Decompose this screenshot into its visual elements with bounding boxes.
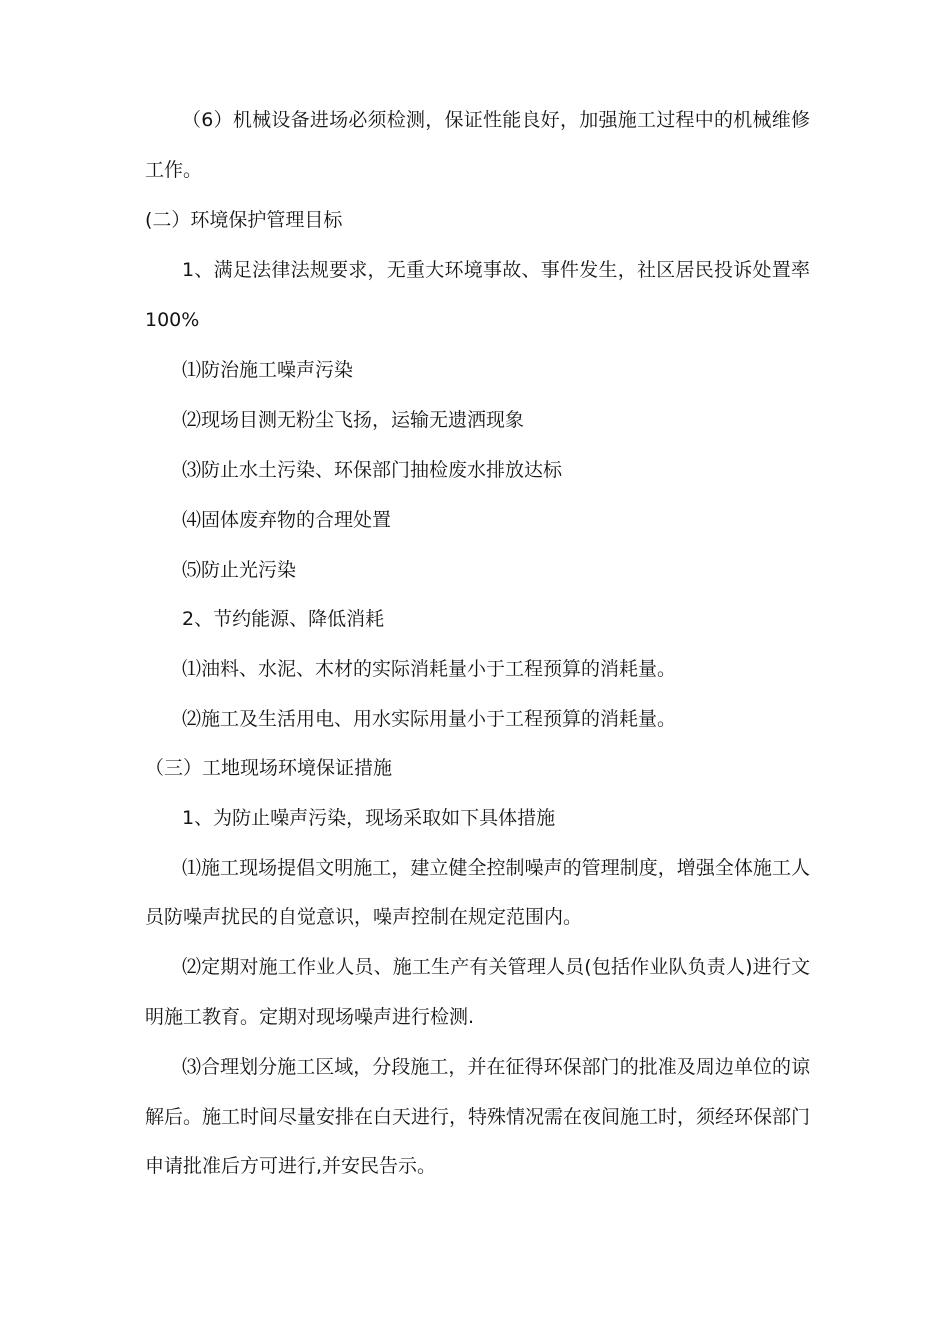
section-heading: （三）工地现场环境保证措施 (145, 757, 393, 779)
section-heading: (二）环境保护管理目标 (145, 209, 343, 231)
paragraph-line: 申请批准后方可进行,并安民告示。 (145, 1155, 437, 1177)
paragraph-line: 解后。施工时间尽量安排在白天进行，特殊情况需在夜间施工时，须经环保部门 (145, 1106, 811, 1128)
paragraph-line: （6）机械设备进场必须检测，保证性能良好，加强施工过程中的机械维修 (182, 109, 810, 131)
list-item: ⑴油料、水泥、木材的实际消耗量小于工程预算的消耗量。 (182, 658, 677, 680)
subheading: 2、节约能源、降低消耗 (182, 608, 385, 630)
paragraph-line: ⑴施工现场提倡文明施工，建立健全控制噪声的管理制度，增强全体施工人 (182, 857, 810, 879)
list-item: ⑵现场目测无粉尘飞扬，运输无遗洒现象 (182, 409, 525, 431)
list-item: ⑵施工及生活用电、用水实际用量小于工程预算的消耗量。 (182, 708, 677, 730)
paragraph-line: 100% (145, 309, 200, 331)
paragraph-line: 工作。 (145, 159, 203, 181)
list-item: ⑴防治施工噪声污染 (182, 359, 354, 381)
paragraph-line: 员防噪声扰民的自觉意识，噪声控制在规定范围内。 (145, 906, 583, 928)
paragraph-line: 1、满足法律法规要求，无重大环境事故、事件发生，社区居民投诉处置率 (182, 259, 810, 281)
list-item: ⑸防止光污染 (182, 559, 297, 581)
paragraph-line: 明施工教育。定期对现场噪声进行检测. (145, 1006, 475, 1028)
list-item: ⑷固体废弃物的合理处置 (182, 509, 392, 531)
paragraph-line: ⑶合理划分施工区域，分段施工，并在征得环保部门的批准及周边单位的谅 (182, 1056, 810, 1078)
subheading: 1、为防止噪声污染，现场采取如下具体措施 (182, 807, 556, 829)
paragraph-line: ⑵定期对施工作业人员、施工生产有关管理人员(包括作业队负责人)进行文 (182, 956, 810, 978)
list-item: ⑶防止水土污染、环保部门抽检废水排放达标 (182, 459, 563, 481)
